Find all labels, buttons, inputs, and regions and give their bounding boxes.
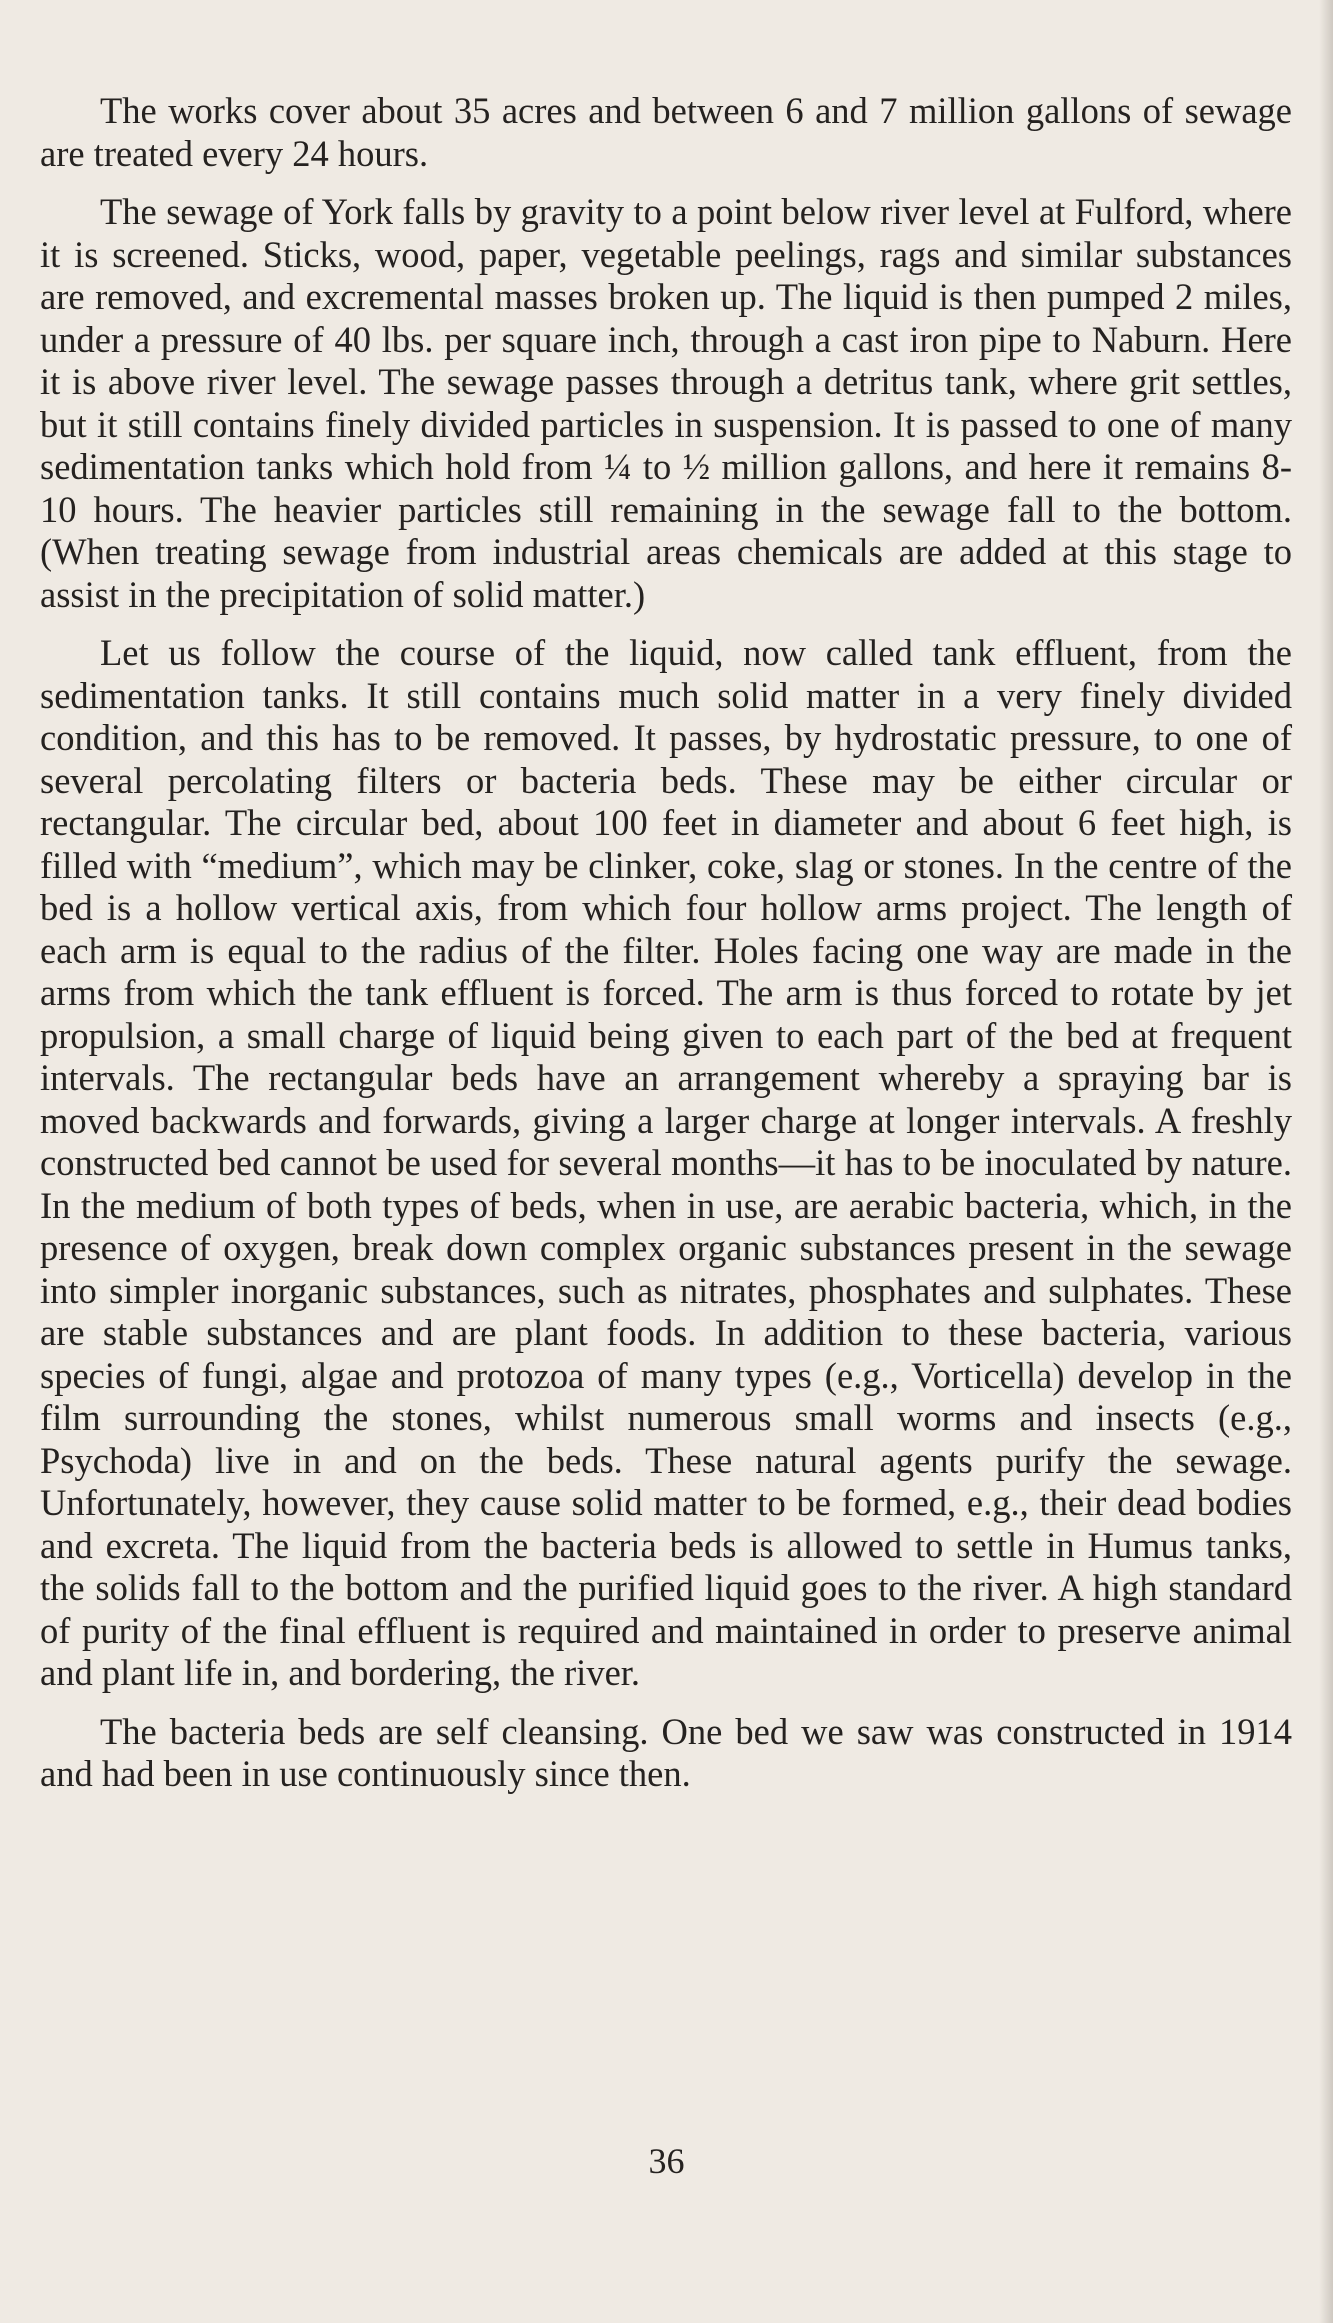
body-text [40, 90, 1292, 1812]
paragraph-1: The works cover about 35 acres and between 6 and 7 million gallons of sewage are treated every 24 hours. [40, 90, 1292, 174]
paragraph-2: The sewage of York falls by gravity to a point below river level at Fulford, where it is screened. Sticks, wood, paper, vegetable peelings, rags and similar substances are removed, and excremental masses broken up. The liquid is then pumped 2 miles, under a pressure of 40 lbs. per square inch, through a cast iron pipe to Naburn. Here it is above river level. The sewage passes through a detritus tank, where grit settles, but it still contains finely divided particles in suspension. It is passed to one of many sedimentation tanks which hold from ¼ to ½ million gallons, and here it remains 8-10 hours. The heavier particles still remaining in the sewage fall to the bottom. (When treating sewage from industrial areas chemicals are added at this stage to assist in the precipitation of solid matter.) [40, 191, 1292, 615]
page-number: 36 [648, 2141, 685, 2181]
paragraph-3: Let us follow the course of the liquid, now called tank effluent, from the sedimentation tanks. It still contains much solid matter in a very finely divided condition, and this has to be removed. It passes, by hydrostatic pressure, to one of several percolating filters or bacteria beds. These may be either circular or rectangular. The circular bed, about 100 feet in diameter and about 6 feet high, is filled with “medium”, which may be clinker, coke, slag or stones. In the centre of the bed is a hollow vertical axis, from which four hollow arms project. The length of each arm is equal to the radius of the filter. Holes facing one way are made in the arms from which the tank effluent is forced. The arm is thus forced to rotate by jet propulsion, a small charge of liquid being given to each part of the bed at frequent intervals. The rectangular beds have an arrangement whereby a spraying bar is moved backwards and forwards, giving a larger charge at longer intervals. A freshly constructed bed cannot be used for several months—it has to be inoculated by nature. In the medium of both types of beds, when in use, are aerabic bacteria, which, in the presence of oxygen, break down complex organic substances present in the sewage into simpler inorganic substances, such as nitrates, phosphates and sulphates. These are stable substances and are plant foods. In addition to these bacteria, various species of fungi, algae and protozoa of many types (e.g., Vorticella) develop in the film surrounding the stones, whilst numerous small worms and insects (e.g., Psychoda) live in and on the beds. These natural agents purify the sewage. Unfortunately, however, they cause solid matter to be formed, e.g., their dead bodies and excreta. The liquid from the bacteria beds is allowed to settle in Humus tanks, the solids fall to the bottom and the purified liquid goes to the river. A high standard of purity of the final effluent is required and maintained in order to preserve animal and plant life in, and bordering, the river. [40, 632, 1292, 1693]
page-edge-shadow [1319, 0, 1333, 2323]
paragraph-4: The bacteria beds are self cleansing. One bed we saw was constructed in 1914 and had been in use continuously since then. [40, 1710, 1292, 1794]
